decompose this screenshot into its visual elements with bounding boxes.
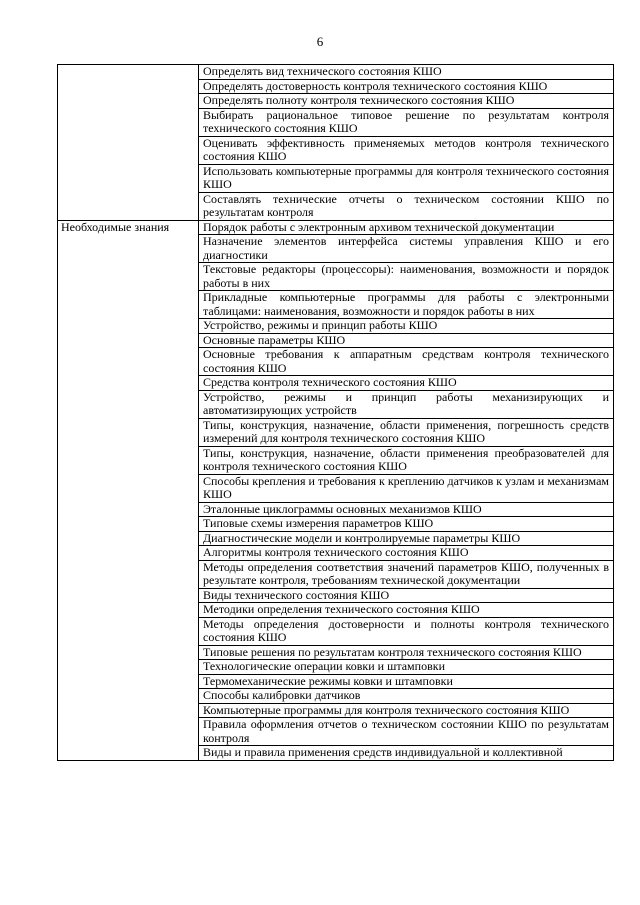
knowledge-item: Виды и правила применения средств индивидуальной и коллективной: [199, 746, 614, 761]
knowledge-label: Необходимые знания: [58, 220, 199, 760]
knowledge-item: Основные параметры КШО: [199, 333, 614, 348]
knowledge-item: Алгоритмы контроля технического состояния КШО: [199, 546, 614, 561]
skill-item: Определять достоверность контроля технического состояния КШО: [199, 79, 614, 94]
knowledge-item: Способы крепления и требования к креплению датчиков к узлам и механизмам КШО: [199, 474, 614, 502]
knowledge-item: Основные требования к аппаратным средствам контроля технического состояния КШО: [199, 348, 614, 376]
knowledge-item: Способы калибровки датчиков: [199, 689, 614, 704]
knowledge-item: Методы определения соответствия значений параметров КШО, полученных в результате контроля, требованиям технической документации: [199, 560, 614, 588]
knowledge-item: Назначение элементов интерфейса системы управления КШО и его диагностики: [199, 235, 614, 263]
knowledge-item: Типовые схемы измерения параметров КШО: [199, 517, 614, 532]
knowledge-row: [58, 220, 614, 235]
skill-item: Выбирать рациональное типовое решение по результатам контроля технического состояния КШО: [199, 108, 614, 136]
knowledge-item: Эталонные циклограммы основных механизмов КШО: [199, 502, 614, 517]
skill-item: Оценивать эффективность применяемых методов контроля технического состояния КШО: [199, 136, 614, 164]
knowledge-item: Устройство, режимы и принцип работы механизирующих и автоматизирующих устройств: [199, 390, 614, 418]
skill-item: Определять вид технического состояния КШО: [199, 65, 614, 80]
knowledge-item: Виды технического состояния КШО: [199, 588, 614, 603]
knowledge-item: Типовые решения по результатам контроля технического состояния КШО: [199, 645, 614, 660]
competency-table-body: [58, 65, 614, 761]
skill-item: Определять полноту контроля технического состояния КШО: [199, 94, 614, 109]
skills-label-cell: [58, 65, 199, 221]
knowledge-item: Методы определения достоверности и полноты контроля технического состояния КШО: [199, 617, 614, 645]
page-number: 6: [316, 34, 324, 49]
knowledge-item: Текстовые редакторы (процессоры): наименования, возможности и порядок работы в них: [199, 263, 614, 291]
knowledge-item: Прикладные компьютерные программы для работы с электронными таблицами: наименования, возможности и порядок работы в них: [199, 291, 614, 319]
skill-item: Составлять технические отчеты о техническом состоянии КШО по результатам контроля: [199, 192, 614, 220]
knowledge-item: Типы, конструкция, назначение, области применения, погрешность средств измерений для контроля технического состояния КШО: [199, 418, 614, 446]
knowledge-item: Компьютерные программы для контроля технического состояния КШО: [199, 703, 614, 718]
knowledge-item: Типы, конструкция, назначение, области применения преобразователей для контроля технического состояния КШО: [199, 446, 614, 474]
skill-row: [58, 65, 614, 80]
knowledge-item: Устройство, режимы и принцип работы КШО: [199, 319, 614, 334]
knowledge-item: Термомеханические режимы ковки и штамповки: [199, 674, 614, 689]
knowledge-item: Диагностические модели и контролируемые параметры КШО: [199, 531, 614, 546]
knowledge-item: Порядок работы с электронным архивом технической документации: [199, 220, 614, 235]
competency-table: [57, 64, 614, 761]
knowledge-item: Правила оформления отчетов о техническом состоянии КШО по результатам контроля: [199, 718, 614, 746]
skill-item: Использовать компьютерные программы для контроля технического состояния КШО: [199, 164, 614, 192]
knowledge-item: Средства контроля технического состояния КШО: [199, 376, 614, 391]
knowledge-item: Методики определения технического состояния КШО: [199, 603, 614, 618]
knowledge-item: Технологические операции ковки и штамповки: [199, 660, 614, 675]
